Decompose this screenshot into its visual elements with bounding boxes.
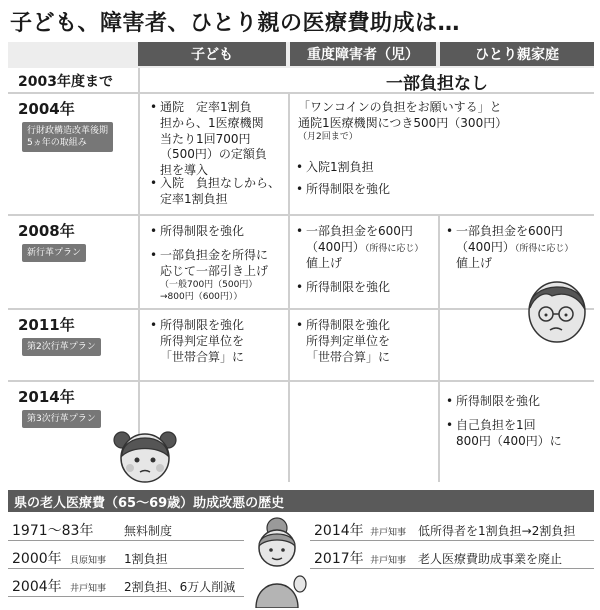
text-line: • 通院 定率1割負 [160, 100, 252, 114]
elderly-history-section [8, 490, 594, 608]
text-line: 通院1医療機関につき500円（300円） [298, 115, 508, 130]
single-2008-copay [456, 224, 573, 272]
text-line: 値上げ [456, 255, 493, 270]
column-header-disabled: 重度障害者（児） [290, 42, 438, 66]
text-part: （所得に応じ） [364, 243, 424, 254]
history-year: 2004年 [12, 579, 62, 595]
divider [8, 596, 244, 597]
history-governor: 貝原知事 [70, 556, 107, 566]
grid-line [8, 92, 594, 94]
child-2008-income: • 所得制限を強化 [160, 224, 244, 240]
history-year: 2014年 [314, 523, 364, 539]
grid-line [288, 94, 290, 482]
text-line: • 一部負担金を600円 [306, 224, 413, 238]
divider [310, 568, 594, 569]
plan-badge-2014: 第3次行革プラン [22, 410, 101, 428]
disabled-2008-income: • 所得制限を強化 [306, 280, 390, 296]
text-line: 応じて一部引き上げ [160, 263, 269, 278]
history-desc: 1割負担 [124, 552, 168, 566]
year-2004: 2004年 [18, 100, 75, 118]
history-year: 2000年 [12, 551, 62, 567]
year-2011: 2011年 [18, 316, 75, 334]
text-line: • 入院 負担なしから、 [160, 176, 281, 190]
text-line [456, 240, 573, 256]
text-part: （400円） [306, 239, 365, 254]
text-line: 担から、1医療機関 [160, 115, 264, 130]
text-line: • 一部負担金を所得に [160, 248, 269, 262]
single-2014-income: • 所得制限を強化 [456, 394, 540, 410]
text-part: （所得に応じ） [514, 243, 574, 254]
text-line: 「世帯合算」に [306, 349, 391, 364]
grid-line [8, 308, 594, 310]
history-desc: 低所得者を1割負担→2割負担 [418, 524, 576, 538]
child-2004-inpatient [160, 176, 280, 208]
column-header-single-parent: ひとり親家庭 [440, 42, 594, 66]
plan-badge-2011: 第2次行革プラン [22, 338, 101, 356]
grid-line [8, 380, 594, 382]
text-line [306, 240, 423, 256]
text-line: 所得判定単位を [160, 333, 245, 348]
disabled-2008-copay [306, 224, 423, 272]
page-title: 子ども、障害者、ひとり親の医療費助成は… [10, 11, 461, 36]
year-2003: 2003年度まで [18, 74, 113, 90]
single-2014-copay [456, 418, 562, 450]
child-2008-copay [160, 248, 268, 303]
history-desc: 2割負担、6万人削減 [124, 580, 236, 594]
text-line: 所得判定単位を [306, 333, 391, 348]
text-line: （月2回まで） [298, 131, 358, 142]
text-line: 「ワンコインの負担をお願いする」と [298, 100, 502, 114]
text-line: （一般700円（500円） [160, 279, 258, 290]
text-line: • 一部負担金を600円 [456, 224, 563, 238]
text-line: 定率1割負担 [160, 191, 228, 206]
plan-badge-2008: 新行革プラン [22, 244, 86, 262]
badge-line: 行財政構造改革後期 [27, 126, 109, 136]
girl-illustration [112, 418, 178, 488]
grid-line [8, 214, 594, 216]
no-copay-note: 一部負担なし [386, 74, 488, 94]
history-governor: 井戸知事 [70, 584, 107, 594]
boy-illustration [522, 268, 592, 348]
plan-badge-2004 [22, 122, 113, 152]
text-line: • 所得制限を強化 [160, 318, 245, 332]
child-2004-outpatient [160, 100, 267, 179]
history-governor: 井戸知事 [370, 528, 407, 538]
text-line: • 自己負担を1回 [456, 418, 536, 432]
history-year: 1971～83年 [12, 523, 94, 539]
history-year: 2017年 [314, 551, 364, 567]
text-line: • 所得制限を強化 [306, 318, 391, 332]
divider [310, 540, 594, 541]
year-2008: 2008年 [18, 222, 75, 240]
disabled-2004-coin [298, 100, 507, 144]
child-2011 [160, 318, 244, 365]
year-2014: 2014年 [18, 388, 75, 406]
disabled-2004-income: • 所得制限を強化 [306, 182, 390, 198]
history-desc: 無料制度 [124, 524, 173, 538]
divider [8, 540, 244, 541]
disabled-2011 [306, 318, 390, 365]
text-part: （400円） [456, 239, 515, 254]
grid-line [438, 216, 440, 482]
divider [8, 568, 244, 569]
history-heading: 県の老人医療費（65～69歳）助成改悪の歴史 [8, 490, 594, 512]
subsidy-table [8, 42, 594, 482]
column-header-children: 子ども [138, 42, 288, 66]
text-line: 「世帯合算」に [160, 349, 245, 364]
text-line: →800円（600円）） [160, 291, 243, 302]
text-line: 800円（400円）に [456, 433, 562, 448]
disabled-2004-inpatient: • 入院1割負担 [306, 160, 374, 176]
elderly-woman-illustration [246, 514, 308, 608]
badge-line: 5ヵ年の取組み [27, 138, 87, 149]
history-desc: 老人医療費助成事業を廃止 [418, 552, 563, 566]
text-line: 担を導入 [160, 163, 209, 178]
text-line: 当たり1回700円 [160, 131, 251, 146]
text-line: （500円）の定額負 [160, 147, 267, 162]
history-governor: 井戸知事 [370, 556, 407, 566]
text-line: 値上げ [306, 255, 343, 270]
